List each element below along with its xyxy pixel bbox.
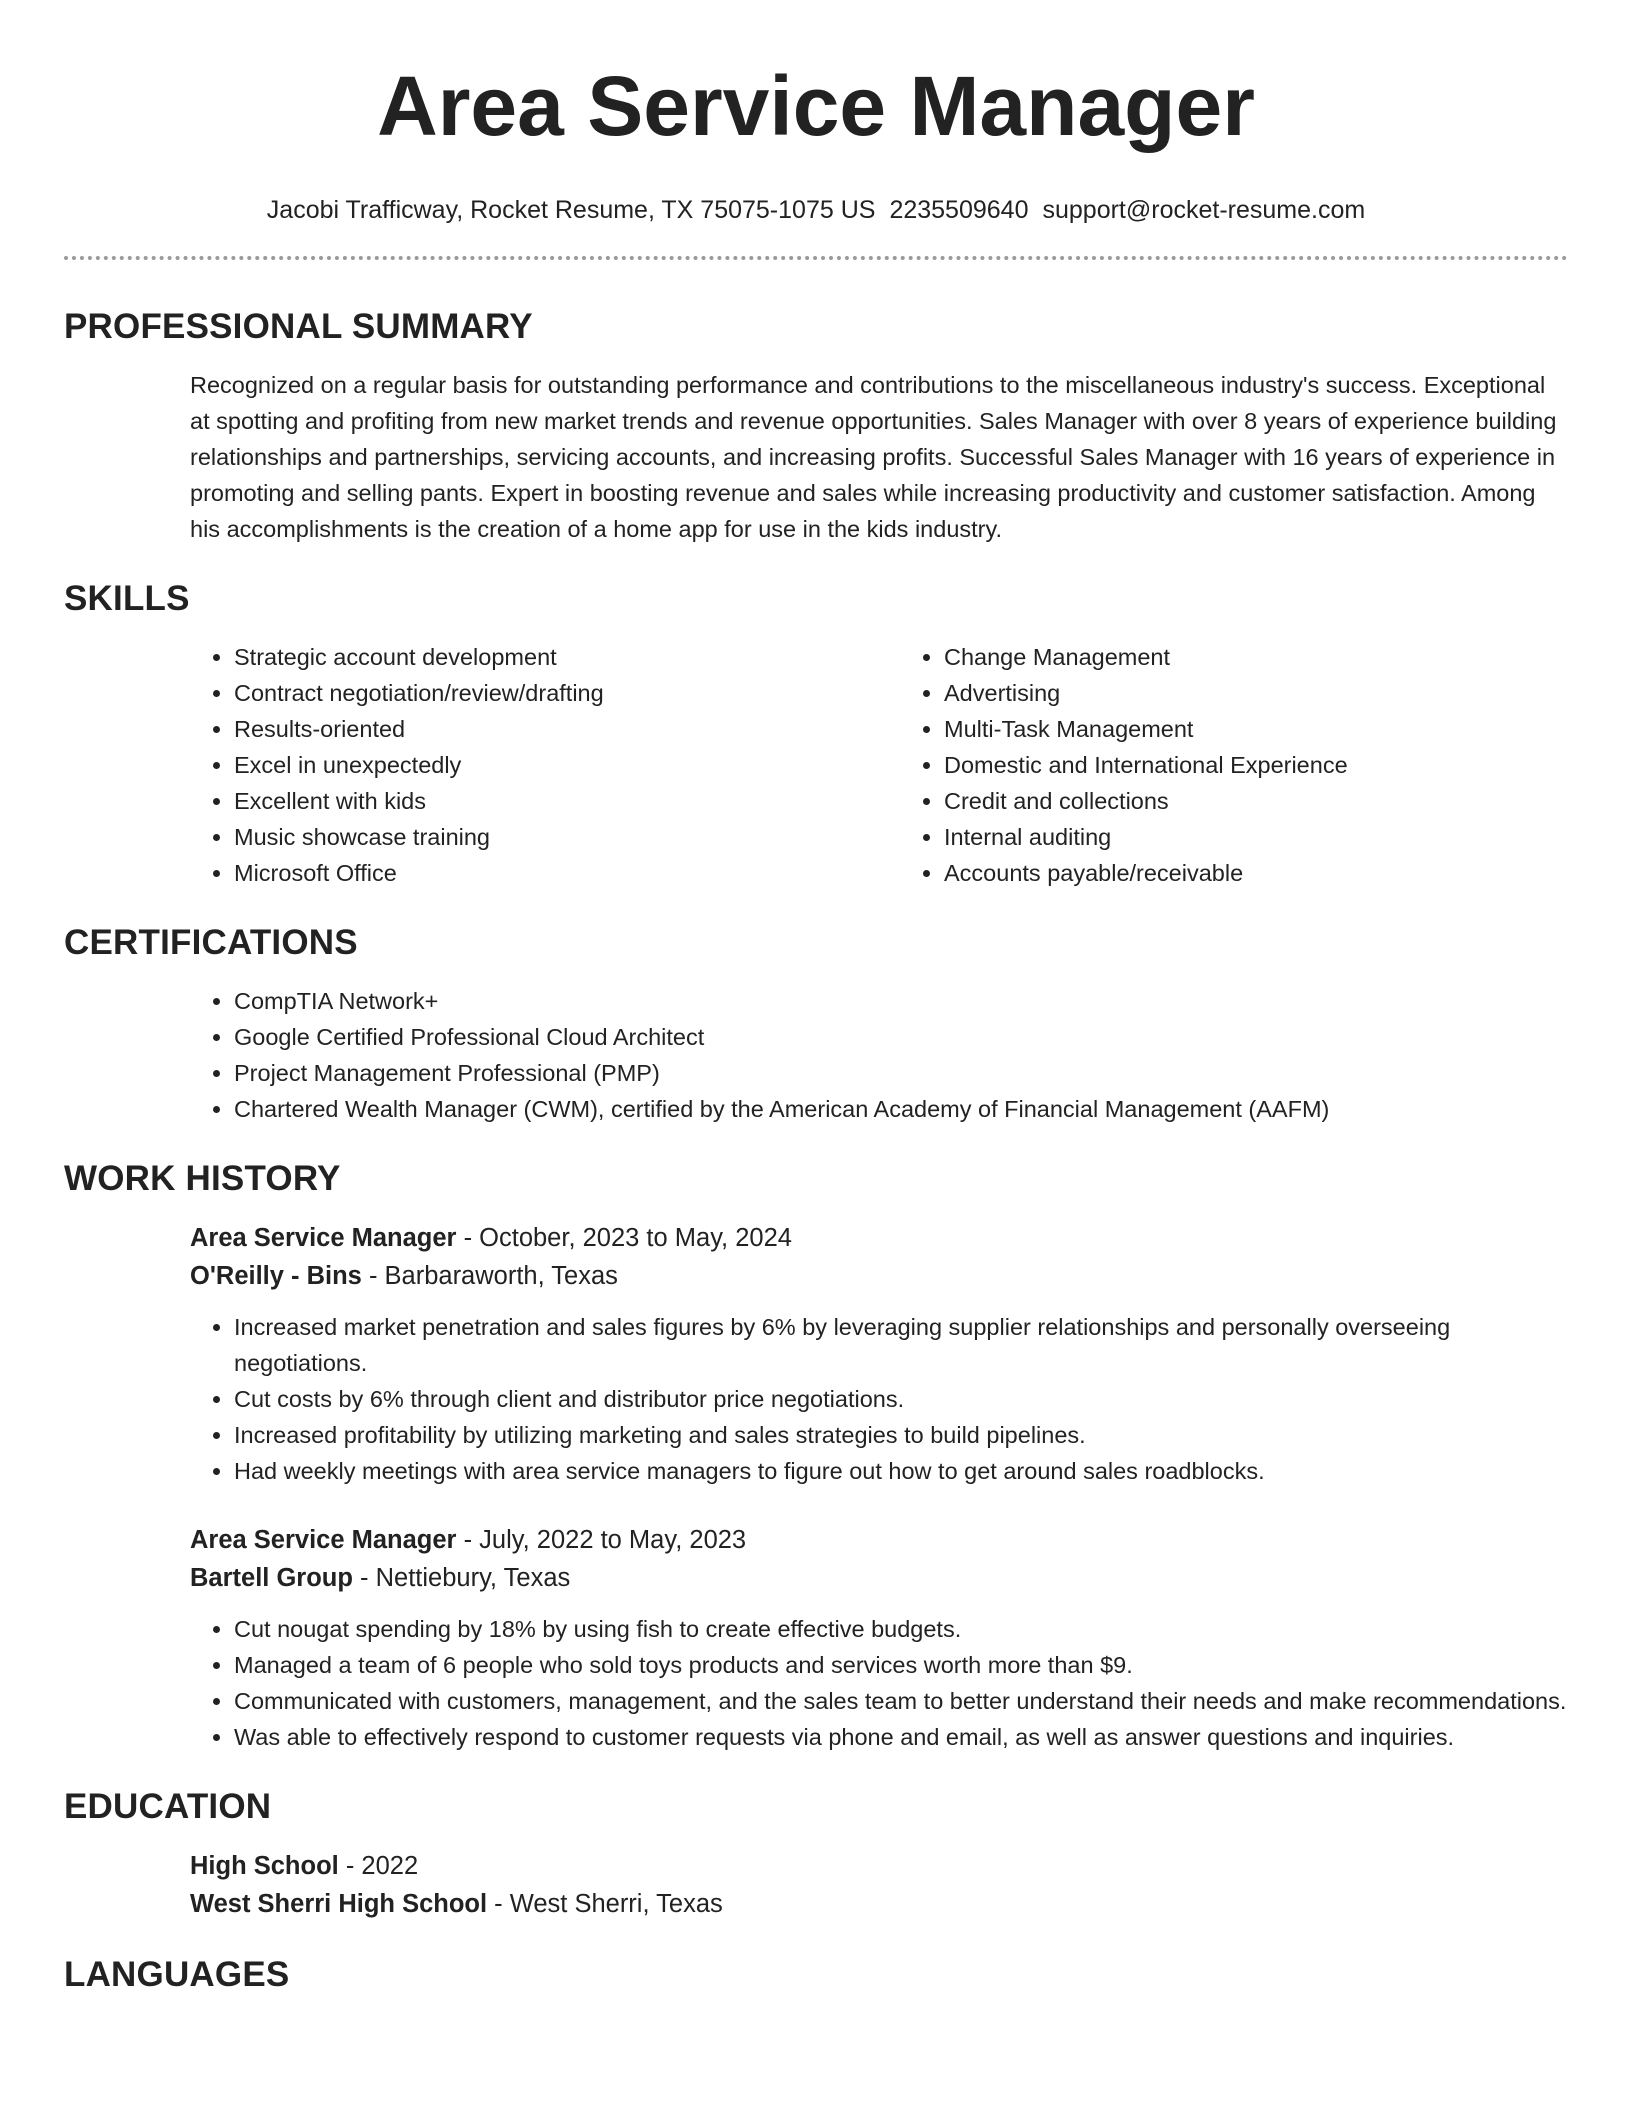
education-year: - 2022 <box>338 1852 419 1880</box>
summary-text: Recognized on a regular basis for outstanding performance and contributions to the miscellaneous industry's success. Exceptional at spotting and profiting from new market trends and revenue opportunities. Sales Manager with over 8 years of experience building relationships and partnerships, servicing accounts, and increasing profits. Successful Sales Manager with 16 years of experience in promoting and selling pants. Expert in boosting revenue and sales while increasing productivity and customer satisfaction. Among his accomplishments is the creation of a home app for use in the kids industry. <box>190 372 1557 542</box>
certification-item: • Google Certified Professional Cloud Architect <box>234 1019 1568 1055</box>
job-bullet: • Cut nougat spending by 18% by using fish to create effective budgets. <box>234 1611 1568 1647</box>
job-bullet: • Was able to effectively respond to customer requests via phone and email, as well as answer questions and inquiries. <box>234 1719 1568 1755</box>
certification-item: • Chartered Wealth Manager (CWM), certified by the American Academy of Financial Management (AAFM) <box>234 1091 1568 1127</box>
contact-line <box>64 194 1568 226</box>
skill-item: • Credit and collections <box>944 783 1454 819</box>
job-company-line <box>64 1257 1568 1295</box>
skills-column-left <box>64 639 744 891</box>
job-bullet: • Had weekly meetings with area service managers to figure out how to get around sales roadblocks. <box>234 1453 1568 1489</box>
skill-item: • Advertising <box>944 675 1454 711</box>
job-entry <box>64 1521 1568 1755</box>
summary-heading: PROFESSIONAL SUMMARY <box>64 307 533 346</box>
job-bullet: • Cut costs by 6% through client and distributor price negotiations. <box>234 1381 1568 1417</box>
education-heading: EDUCATION <box>64 1787 272 1826</box>
education-school: West Sherri High School <box>190 1890 488 1918</box>
job-bullets <box>64 1309 1568 1489</box>
job-dates: - July, 2022 to May, 2023 <box>456 1526 747 1554</box>
job-title-line <box>64 1521 1568 1559</box>
certifications-heading: CERTIFICATIONS <box>64 923 358 962</box>
resume-name: Area Service Manager <box>377 59 1255 153</box>
contact-email: support@rocket-resume.com <box>1042 196 1366 224</box>
job-bullet: • Increased market penetration and sales figures by 6% by leveraging supplier relationships and personally overseeing negotiations. <box>234 1309 1568 1381</box>
certifications-list <box>64 983 1568 1127</box>
job-company: O'Reilly - Bins <box>190 1262 362 1290</box>
job-bullet: • Increased profitability by utilizing marketing and sales strategies to build pipelines. <box>234 1417 1568 1453</box>
job-title: Area Service Manager <box>190 1224 457 1252</box>
job-title-line <box>64 1219 1568 1257</box>
skills-heading: SKILLS <box>64 579 190 618</box>
skill-item: • Multi-Task Management <box>944 711 1454 747</box>
skill-item: • Internal auditing <box>944 819 1454 855</box>
skill-item: • Excel in unexpectedly <box>234 747 744 783</box>
skills-list <box>64 639 1568 891</box>
skill-item: • Change Management <box>944 639 1454 675</box>
education-entry <box>64 1847 1568 1923</box>
job-dates: - October, 2023 to May, 2024 <box>456 1224 792 1252</box>
skill-item: • Excellent with kids <box>234 783 744 819</box>
job-entry <box>64 1219 1568 1489</box>
education-school-line <box>64 1885 1568 1923</box>
job-bullets <box>64 1611 1568 1755</box>
skill-item: • Results-oriented <box>234 711 744 747</box>
work-history-heading: WORK HISTORY <box>64 1159 341 1198</box>
education-degree-line <box>64 1847 1568 1885</box>
education-location: - West Sherri, Texas <box>487 1890 723 1918</box>
skill-item: • Accounts payable/receivable <box>944 855 1454 891</box>
skill-item: • Microsoft Office <box>234 855 744 891</box>
skill-item: • Strategic account development <box>234 639 744 675</box>
contact-phone: 2235509640 <box>889 196 1029 224</box>
job-title: Area Service Manager <box>190 1526 457 1554</box>
education-degree: High School <box>190 1852 339 1880</box>
languages-heading: LANGUAGES <box>64 1955 290 1994</box>
skills-column-right <box>944 639 1454 891</box>
job-bullet: • Managed a team of 6 people who sold toys products and services worth more than $9. <box>234 1647 1568 1683</box>
contact-address: Jacobi Trafficway, Rocket Resume, TX 75075-1075 US <box>266 196 876 224</box>
skill-item: • Contract negotiation/review/drafting <box>234 675 744 711</box>
skill-item: • Music showcase training <box>234 819 744 855</box>
certification-item: • CompTIA Network+ <box>234 983 1568 1019</box>
skill-item: • Domestic and International Experience <box>944 747 1454 783</box>
header-divider <box>64 256 1568 260</box>
job-location: - Nettiebury, Texas <box>352 1564 571 1592</box>
job-company-line <box>64 1559 1568 1597</box>
job-company: Bartell Group <box>190 1564 353 1592</box>
job-bullet: • Communicated with customers, management, and the sales team to better understand their needs and make recommendations. <box>234 1683 1568 1719</box>
resume-page <box>64 0 1568 1997</box>
job-location: - Barbaraworth, Texas <box>361 1262 618 1290</box>
certification-item: • Project Management Professional (PMP) <box>234 1055 1568 1091</box>
